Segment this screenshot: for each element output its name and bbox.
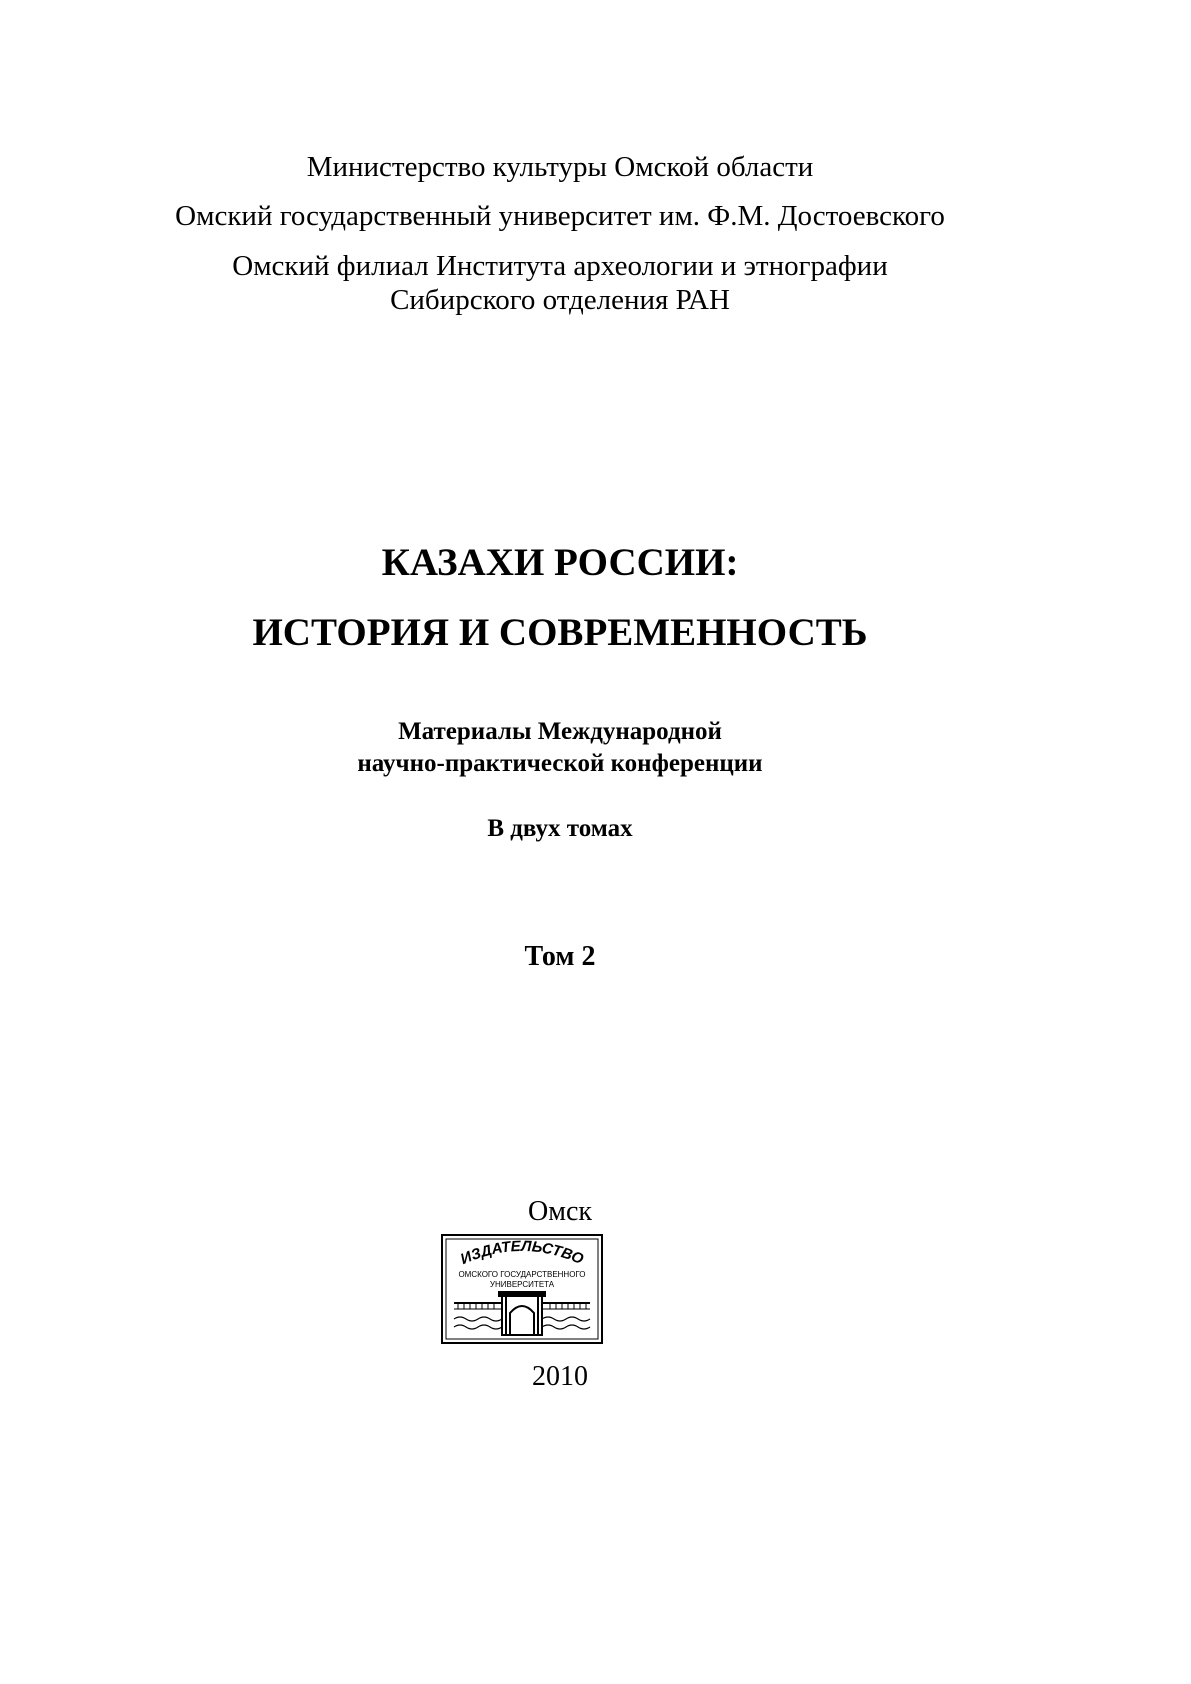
logo-arc-text: ИЗДАТЕЛЬСТВО (458, 1237, 586, 1269)
volume-number: Том 2 (524, 941, 596, 972)
volumes-note: В двух томах (487, 815, 633, 842)
publisher-logo (440, 1233, 604, 1345)
building-icon (454, 1291, 590, 1335)
organization-university: Омский государственный университет им. Ф.М. Достоевского (175, 200, 945, 232)
logo-caption-line-2: УНИВЕРСИТЕТА (489, 1280, 555, 1289)
organization-institute: Омский филиал Института археологии и этнографии (232, 250, 888, 282)
publication-year: 2010 (532, 1361, 588, 1392)
book-title-line-2: ИСТОРИЯ И СОВРЕМЕННОСТЬ (252, 611, 868, 654)
book-title-line-1: КАЗАХИ РОССИИ: (381, 541, 739, 584)
logo-caption-line-1: ОМСКОГО ГОСУДАРСТВЕННОГО (458, 1270, 586, 1279)
subtitle-line-1: Материалы Международной (398, 718, 722, 745)
publication-city: Омск (528, 1196, 592, 1227)
organization-ministry: Министерство культуры Омской области (306, 151, 814, 183)
subtitle-line-2: научно-практической конференции (357, 750, 763, 777)
organization-institute-branch: Сибирского отделения РАН (390, 284, 730, 316)
